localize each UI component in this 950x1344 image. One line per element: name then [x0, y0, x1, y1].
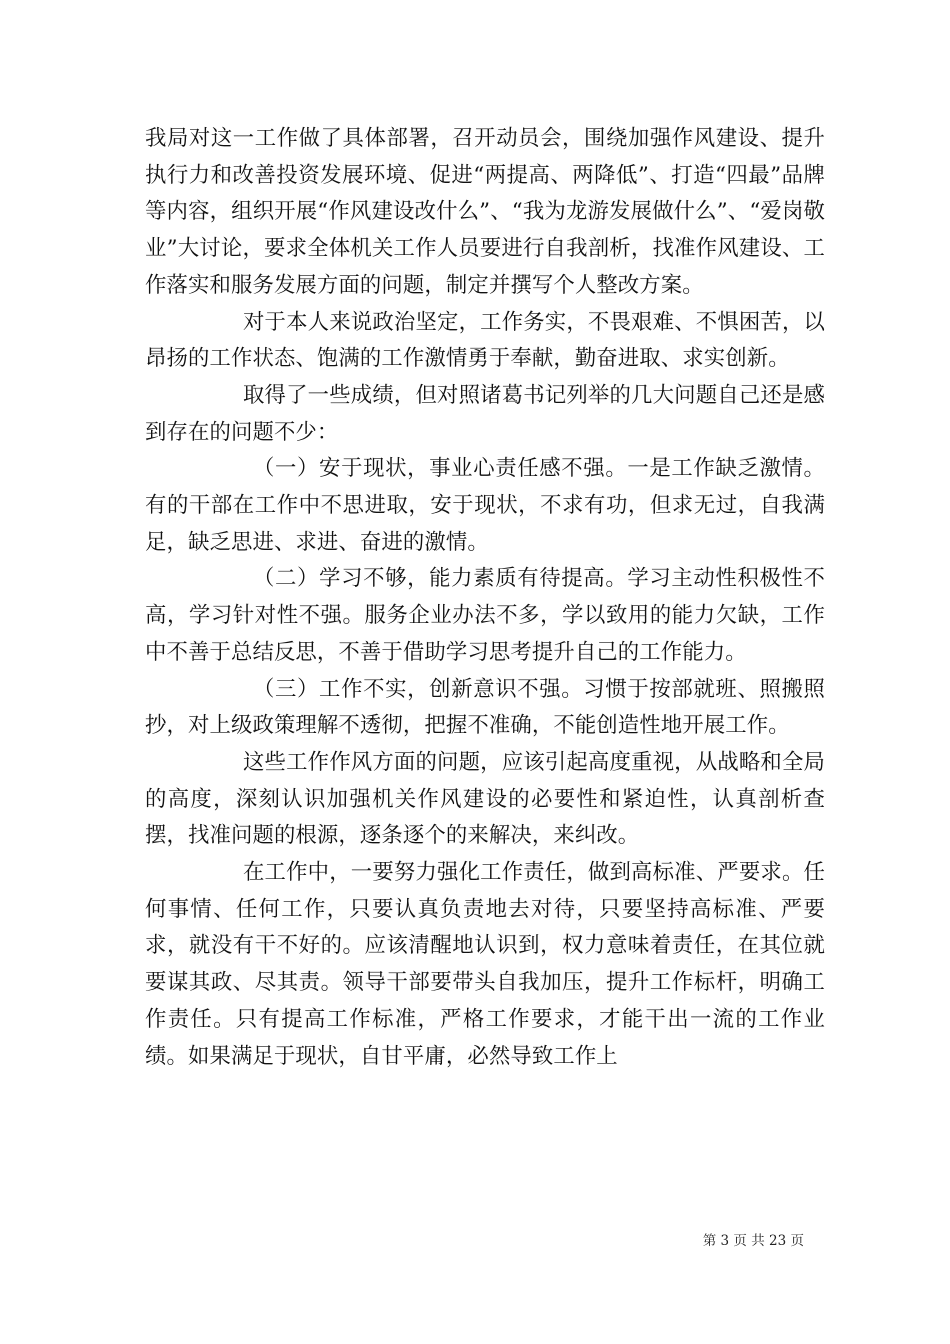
paragraph-problem-1: （一）安于现状，事业心责任感不强。一是工作缺乏激情。有的干部在工作中不思进取，安于现状，不求有功，但求无过，自我满足，缺乏思进、求进、奋进的激情。 [145, 456, 825, 555]
paragraph-rectification: 这些工作作风方面的问题，应该引起高度重视，从战略和全局的高度，深刻认识加强机关作风建设的必要性和紧迫性，认真剖析查摆，找准问题的根源，逐条逐个的来解决，来纠改。 [145, 749, 825, 849]
paragraph-problem-2: （二）学习不够，能力素质有待提高。学习主动性积极性不高，学习针对性不强。服务企业办法不多，学以致用的能力欠缺，工作中不善于总结反思，不善于借助学习思考提升自己的工作能力。 [145, 566, 825, 665]
page-number-footer: 第 3 页 共 23 页 [702, 1233, 804, 1249]
paragraph-problems-intro: 取得了一些成绩，但对照诸葛书记列举的几大问题自己还是感到存在的问题不少： [145, 382, 825, 445]
document-body [145, 121, 825, 1075]
paragraph-responsibility: 在工作中，一要努力强化工作责任，做到高标准、严要求。任何事情、任何工作，只要认真负责地去对待，只要坚持高标准、严要求，就没有干不好的。应该清醒地认识到，权力意味着责任，在其位就要谋其政、尽其责。领导干部要带头自我加压，提升工作标杆，明确工作责任。只有提高工作标准，严格工作要求，才能干出一流的工作业绩。如果满足于现状，自甘平庸，必然导致工作上 [145, 860, 825, 1069]
paragraph-problem-3: （三）工作不实，创新意识不强。习惯于按部就班、照搬照抄，对上级政策理解不透彻，把握不准确，不能创造性地开展工作。 [145, 676, 825, 739]
paragraph-self-assessment: 对于本人来说政治坚定，工作务实，不畏艰难、不惧困苦，以昂扬的工作状态、饱满的工作激情勇于奉献，勤奋进取、求实创新。 [145, 309, 825, 372]
paragraph-deployment: 我局对这一工作做了具体部署，召开动员会，围绕加强作风建设、提升执行力和改善投资发展环境、促进“两提高、两降低”、打造“四最”品牌等内容，组织开展“作风建设改什么”、“我为龙游发展做什么”、“爱岗敬业”大讨论，要求全体机关工作人员要进行自我剖析，找准作风建设、工作落实和服务发展方面的问题，制定并撰写个人整改方案。 [145, 126, 825, 298]
